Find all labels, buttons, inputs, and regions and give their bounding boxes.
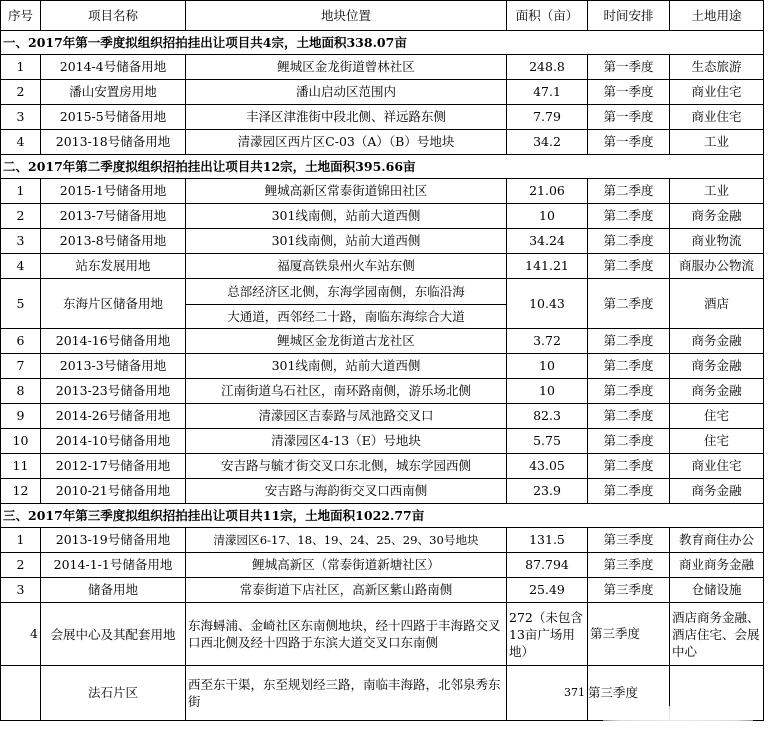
cell-location: 清濛园区西片区C-03（A）（B）号地块 [186, 130, 507, 155]
cell-use: 商业商务金融 [670, 553, 764, 578]
cell-location: 东海蟳浦、金崎社区东南侧地块，经十四路于丰海路交叉口西北侧及经十四路于东滨大道交叉口东南侧 [186, 603, 507, 666]
cell-location: 江南街道乌石社区，南环路南侧，游乐场北侧 [186, 379, 507, 404]
cell-location: 清濛园区6-17、18、19、24、25、29、30号地块 [186, 528, 507, 553]
cell-use: 商业物流 [670, 229, 764, 254]
cell-use: 仓储设施 [670, 578, 764, 603]
cell-schedule: 第二季度 [588, 229, 670, 254]
cell-location: 鲤城高新区常泰街道锦田社区 [186, 179, 507, 204]
watermark-overlay [603, 706, 753, 728]
table-row [1, 229, 764, 254]
cell-area: 10.43 [507, 279, 588, 329]
cell-location: 丰泽区津淮街中段北侧、祥远路东侧 [186, 105, 507, 130]
cell-no: 4 [1, 130, 41, 155]
cell-name: 2014-1-1号储备用地 [41, 553, 186, 578]
section-title: 二、2017年第二季度拟组织招拍挂出让项目共12宗，土地面积395.66亩 [1, 155, 764, 179]
cell-area: 47.1 [507, 80, 588, 105]
cell-no: 7 [1, 354, 41, 379]
cell-location [186, 279, 507, 329]
cell-schedule: 第一季度 [588, 105, 670, 130]
cell-schedule: 第一季度 [588, 55, 670, 80]
cell-no: 8 [1, 379, 41, 404]
table-row [1, 379, 764, 404]
header-location: 地块位置 [186, 1, 507, 31]
cell-no: 2 [1, 204, 41, 229]
cell-use: 工业 [670, 179, 764, 204]
cell-schedule: 第三季度 [588, 528, 670, 553]
cell-schedule: 第二季度 [588, 179, 670, 204]
cell-area: 21.06 [507, 179, 588, 204]
cell-use: 酒店 [670, 279, 764, 329]
header-area: 面积（亩） [507, 1, 588, 31]
cell-name: 2015-1号储备用地 [41, 179, 186, 204]
table-row [1, 80, 764, 105]
cell-area: 131.5 [507, 528, 588, 553]
cell-location: 安吉路与海韵街交叉口西南侧 [186, 479, 507, 504]
location-line-1: 总部经济区北侧，东海学园南侧，东临沿海 [186, 281, 507, 305]
cell-area: 10 [507, 354, 588, 379]
cell-schedule: 第二季度 [588, 404, 670, 429]
cell-name: 2013-3号储备用地 [41, 354, 186, 379]
cell-schedule: 第三季度 [588, 578, 670, 603]
cell-use: 教育商住办公 [670, 528, 764, 553]
table-row [1, 279, 764, 329]
cell-location: 301线南侧，站前大道西侧 [186, 229, 507, 254]
table-row [1, 204, 764, 229]
cell-area: 7.79 [507, 105, 588, 130]
section-title: 三、2017年第三季度拟组织招拍挂出让项目共11宗，土地面积1022.77亩 [1, 504, 764, 528]
table-row [1, 454, 764, 479]
cell-use: 商业住宅 [670, 454, 764, 479]
cell-location: 清濛园区4-13（E）号地块 [186, 429, 507, 454]
cell-name: 2013-8号储备用地 [41, 229, 186, 254]
cell-use: 商业住宅 [670, 105, 764, 130]
cell-name: 2014-4号储备用地 [41, 55, 186, 80]
table-row [1, 254, 764, 279]
cell-area: 34.24 [507, 229, 588, 254]
cell-no: 2 [1, 553, 41, 578]
cell-no: 5 [1, 279, 41, 329]
cell-schedule: 第三季度 [588, 666, 670, 721]
section-heading [1, 504, 764, 528]
cell-name: 东海片区储备用地 [41, 279, 186, 329]
cell-schedule: 第二季度 [588, 479, 670, 504]
cell-schedule: 第二季度 [588, 254, 670, 279]
cell-use: 商务金融 [670, 329, 764, 354]
cell-schedule: 第二季度 [588, 204, 670, 229]
cell-name: 2013-19号储备用地 [41, 528, 186, 553]
header-no: 序号 [1, 1, 41, 31]
table-row [1, 329, 764, 354]
cell-location: 常泰街道下店社区，高新区紫山路南侧 [186, 578, 507, 603]
cell-name: 2014-10号储备用地 [41, 429, 186, 454]
cell-area: 23.9 [507, 479, 588, 504]
cell-area: 141.21 [507, 254, 588, 279]
cell-location: 鲤城区金龙街道古龙社区 [186, 329, 507, 354]
cell-schedule: 第二季度 [588, 329, 670, 354]
section-heading [1, 31, 764, 55]
cell-area: 272（未包含13亩广场用地） [507, 603, 588, 666]
cell-no: 4 [1, 254, 41, 279]
cell-schedule: 第二季度 [588, 354, 670, 379]
cell-name: 2012-17号储备用地 [41, 454, 186, 479]
cell-use: 商务金融 [670, 379, 764, 404]
cell-area: 34.2 [507, 130, 588, 155]
cell-area: 10 [507, 204, 588, 229]
cell-area: 43.05 [507, 454, 588, 479]
table-row [1, 404, 764, 429]
table-row [1, 105, 764, 130]
location-line-2: 大通道，西邻经二十路，南临东海综合大道 [227, 308, 465, 324]
cell-area: 10 [507, 379, 588, 404]
table-row [1, 55, 764, 80]
cell-location: 鲤城高新区（常泰街道新塘社区） [186, 553, 507, 578]
cell-use: 生态旅游 [670, 55, 764, 80]
cell-name: 储备用地 [41, 578, 186, 603]
table-row [1, 603, 764, 666]
header-name: 项目名称 [41, 1, 186, 31]
table-row [1, 130, 764, 155]
cell-area: 25.49 [507, 578, 588, 603]
section-heading [1, 155, 764, 179]
header-schedule: 时间安排 [588, 1, 670, 31]
table-row [1, 479, 764, 504]
cell-area: 3.72 [507, 329, 588, 354]
cell-name: 2013-23号储备用地 [41, 379, 186, 404]
section-title: 一、2017年第一季度拟组织招拍挂出让项目共4宗，土地面积338.07亩 [1, 31, 764, 55]
table-row [1, 578, 764, 603]
cell-use: 商服办公物流 [670, 254, 764, 279]
cell-name: 会展中心及其配套用地 [41, 603, 186, 666]
cell-name: 2014-16号储备用地 [41, 329, 186, 354]
cell-use: 商务金融 [670, 204, 764, 229]
cell-schedule: 第二季度 [588, 429, 670, 454]
cell-location: 福厦高铁泉州火车站东侧 [186, 254, 507, 279]
cell-schedule: 第三季度 [588, 603, 670, 666]
cell-no: 1 [1, 528, 41, 553]
cell-no [1, 666, 41, 721]
cell-no: 3 [1, 229, 41, 254]
cell-location: 西至东干渠，东至规划经三路，南临丰海路，北邻泉秀东街 [186, 666, 507, 721]
cell-name: 2014-26号储备用地 [41, 404, 186, 429]
cell-no: 3 [1, 105, 41, 130]
cell-use: 商务金融 [670, 354, 764, 379]
cell-use: 工业 [670, 130, 764, 155]
cell-location: 安吉路与毓才街交叉口东北侧，城东学园西侧 [186, 454, 507, 479]
cell-location: 清濛园区吉泰路与凤池路交叉口 [186, 404, 507, 429]
cell-use: 商务金融 [670, 479, 764, 504]
table-row [1, 528, 764, 553]
cell-no: 12 [1, 479, 41, 504]
cell-schedule: 第二季度 [588, 279, 670, 329]
cell-schedule: 第二季度 [588, 454, 670, 479]
cell-no: 6 [1, 329, 41, 354]
cell-area: 87.794 [507, 553, 588, 578]
cell-schedule: 第一季度 [588, 130, 670, 155]
table-row [1, 179, 764, 204]
cell-no: 10 [1, 429, 41, 454]
cell-use: 商业住宅 [670, 80, 764, 105]
cell-location: 301线南侧，站前大道西侧 [186, 354, 507, 379]
cell-no: 9 [1, 404, 41, 429]
cell-name: 潘山安置房用地 [41, 80, 186, 105]
cell-name: 2010-21号储备用地 [41, 479, 186, 504]
table-row [1, 429, 764, 454]
cell-no: 3 [1, 578, 41, 603]
cell-schedule: 第三季度 [588, 553, 670, 578]
header-use: 土地用途 [670, 1, 764, 31]
cell-schedule: 第一季度 [588, 80, 670, 105]
table-row [1, 354, 764, 379]
cell-location: 鲤城区金龙街道曾林社区 [186, 55, 507, 80]
cell-name: 2015-5号储备用地 [41, 105, 186, 130]
cell-no: 11 [1, 454, 41, 479]
cell-name: 法石片区 [41, 666, 186, 721]
cell-name: 站东发展用地 [41, 254, 186, 279]
cell-no: 2 [1, 80, 41, 105]
cell-area: 371 [507, 666, 588, 721]
table-row [1, 553, 764, 578]
cell-area: 248.8 [507, 55, 588, 80]
cell-area: 82.3 [507, 404, 588, 429]
cell-schedule: 第二季度 [588, 379, 670, 404]
cell-area: 5.75 [507, 429, 588, 454]
cell-name: 2013-7号储备用地 [41, 204, 186, 229]
header-row [1, 1, 764, 31]
cell-no: 1 [1, 179, 41, 204]
cell-use: 住宅 [670, 429, 764, 454]
cell-location: 潘山启动区范围内 [186, 80, 507, 105]
cell-no: 1 [1, 55, 41, 80]
cell-name: 2013-18号储备用地 [41, 130, 186, 155]
cell-no: 4 [1, 603, 41, 666]
cell-use: 住宅 [670, 404, 764, 429]
cell-location: 301线南侧，站前大道西侧 [186, 204, 507, 229]
cell-use: 酒店商务金融、酒店住宅、会展中心 [670, 603, 764, 666]
